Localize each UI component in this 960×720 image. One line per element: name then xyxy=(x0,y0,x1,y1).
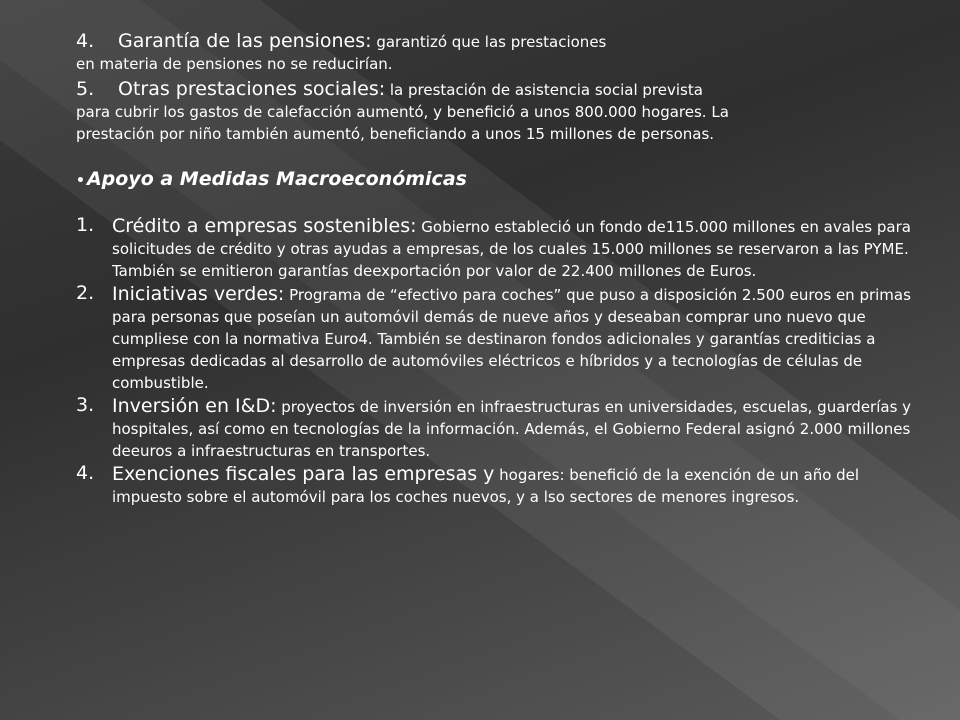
item-text: Gobierno estableció un fondo de115.000 millones en avales para solicitudes de crédito y otras ayudas a empresas, de los cuales 15.000 millones se reservaron a las PYME. También se emitieron garantías deexportación por valor de 22.400 millones de Euros. xyxy=(112,218,911,280)
item-heading: Crédito a empresas sostenibles: xyxy=(112,215,417,237)
item-text: Programa de “efectivo para coches” que puso a disposición 2.500 euros en primas para personas que poseían un automóvil demás de nueve años y deseaban comprar uno nuevo que cumpliese con la normativa Euro4. También se destinaron fondos adicionales y garantías crediticias a empresas dedicadas al desarrollo de automóviles eléctricos e híbridos y a tecnologías de células de combustible. xyxy=(112,286,911,392)
measures-list xyxy=(76,215,926,508)
item-number: 1. xyxy=(76,214,95,236)
list-item xyxy=(76,283,926,394)
list-item xyxy=(76,395,926,462)
item-text: proyectos de inversión en infraestructuras en universidades, escuelas, guarderías y hospitales, así como en tecnologías de la información. Además, el Gobierno Federal asignó 2.000 millones deeuros a infraestructuras en transportes. xyxy=(112,398,912,460)
item-heading: Iniciativas verdes: xyxy=(112,283,285,305)
section-heading xyxy=(76,165,926,195)
other-heading: Otras prestaciones sociales: xyxy=(118,78,386,100)
slide-content xyxy=(76,30,926,509)
list-item xyxy=(76,463,926,508)
item-text: hogares: benefició de la exención de un año del impuesto sobre el automóvil para los coches nuevos, y a lso sectores de menores ingresos. xyxy=(112,466,860,506)
item-number: 3. xyxy=(76,394,95,416)
item-heading: Exenciones fiscales para las empresas y xyxy=(112,463,495,485)
other-text-line1: para cubrir los gastos de calefacción aumentó, y benefició a unos 800.000 hogares. La xyxy=(76,103,729,121)
other-text-line2: prestación por niño también aumentó, beneficiando a unos 15 millones de personas. xyxy=(76,125,715,143)
pension-text: en materia de pensiones no se reducirían. xyxy=(76,55,393,73)
other-number: 5. xyxy=(76,78,95,100)
section-title: Apoyo a Medidas Macroeconómicas xyxy=(86,168,467,190)
item-number: 2. xyxy=(76,282,95,304)
other-benefits-paragraph xyxy=(76,78,926,145)
list-item xyxy=(76,215,926,282)
other-lead: la prestación de asistencia social prevista xyxy=(385,81,703,99)
pension-heading: Garantía de las pensiones: xyxy=(118,30,372,52)
item-number: 4. xyxy=(76,462,95,484)
item-heading: Inversión en I&D: xyxy=(112,395,277,417)
bullet-marker: • xyxy=(76,173,85,189)
pension-number: 4. xyxy=(76,30,95,52)
pension-lead: garantizó que las prestaciones xyxy=(371,33,607,51)
pension-paragraph xyxy=(76,30,926,75)
